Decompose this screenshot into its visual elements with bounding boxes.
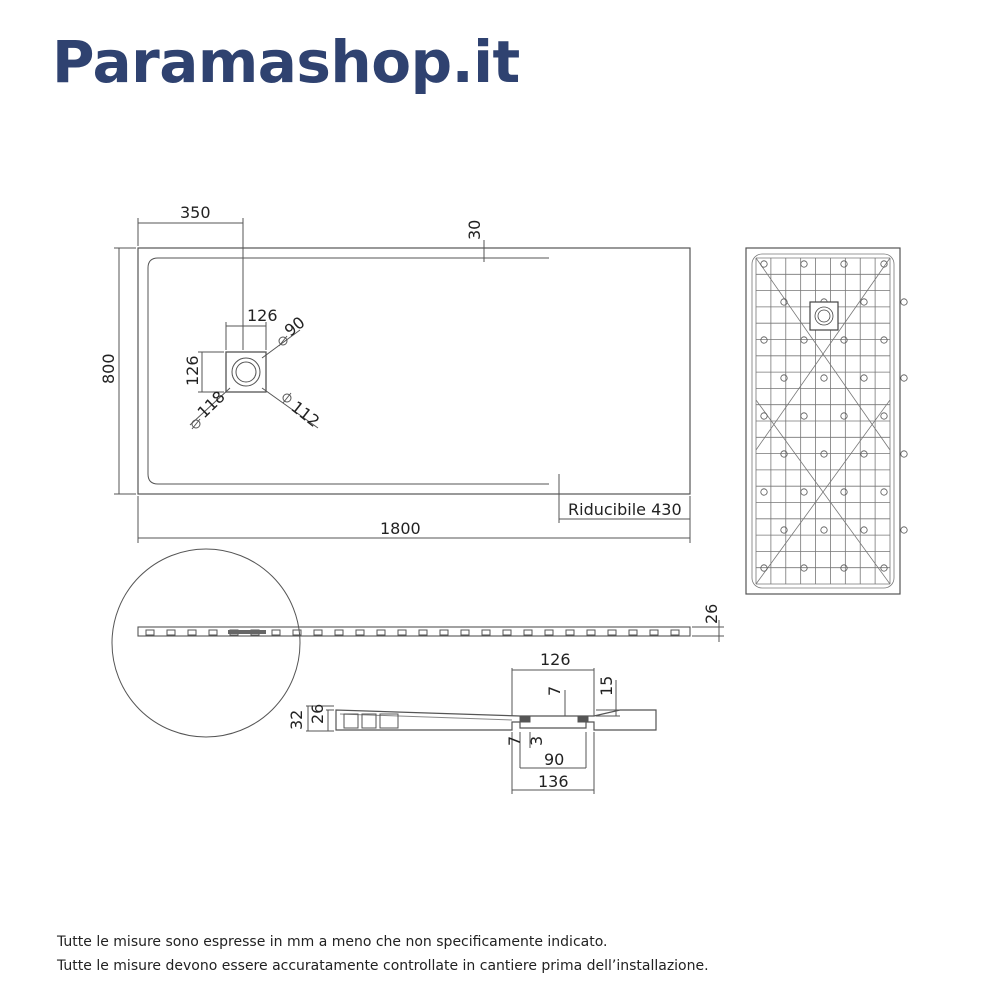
dim-1800: 1800 [380, 519, 421, 538]
dim-26-side: 26 [702, 603, 721, 624]
dim-126-v: 126 [183, 355, 202, 386]
dim-136: 136 [538, 772, 569, 791]
dim-3: 3 [527, 735, 546, 746]
dim-riducibile: Riducibile 430 [568, 500, 682, 519]
dim-15: 15 [597, 675, 616, 696]
dim-dia-118: 118 [193, 386, 229, 422]
dim-26-detail: 26 [308, 703, 327, 724]
dim-dia-90: 90 [280, 312, 309, 341]
dim-7-drop: 7 [545, 685, 564, 696]
bottom-drain [810, 302, 838, 330]
tray-outline [138, 248, 690, 494]
dim-126-top: 126 [540, 650, 571, 669]
detail-callout-circle [112, 549, 300, 737]
tray-inner-rim [148, 258, 549, 484]
dim-30: 30 [465, 219, 484, 240]
dim-90: 90 [544, 750, 565, 769]
brand-logo: Paramashop.it [52, 28, 520, 96]
note-measures-check: Tutte le misure devono essere accuratamente controllate in cantiere prima dell’installazione. [57, 958, 709, 974]
dim-800: 800 [99, 353, 118, 384]
dim-350: 350 [180, 203, 211, 222]
dim-32: 32 [287, 709, 306, 730]
dim-126-h: 126 [247, 306, 278, 325]
side-view [112, 549, 724, 737]
dim-dia-112: 112 [287, 397, 324, 431]
dim-7-flange: 7 [505, 735, 524, 746]
note-measures-mm: Tutte le misure sono espresse in mm a meno che non specificamente indicato. [57, 934, 608, 950]
bottom-view [746, 248, 907, 594]
